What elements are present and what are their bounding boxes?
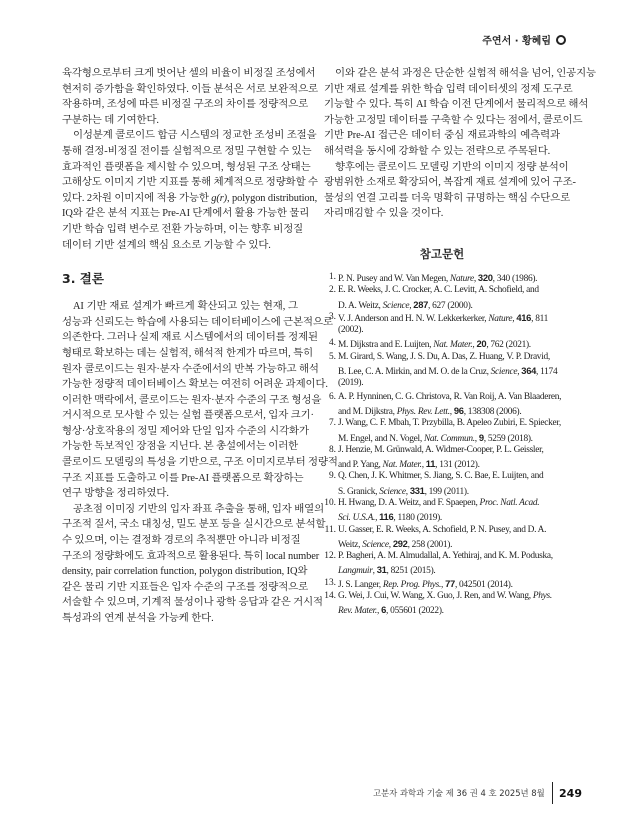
- journal-name: Nat. Commun.: [423, 433, 475, 444]
- text-line: 콜로이드 모델링의 특성을 기반으로, 구조 이미지로부터 정량적: [62, 457, 338, 469]
- journal-name: Science: [382, 300, 410, 311]
- reference-number: 7.: [328, 418, 336, 429]
- reference-line: [338, 550, 560, 563]
- text-run: , 762 (2021).: [486, 340, 531, 351]
- text-line: 공초점 이미징 기반의 입자 좌표 추출을 통해, 입자 배열의: [73, 503, 325, 515]
- circle-bullet-icon: [556, 35, 566, 45]
- text-run: ,: [512, 313, 517, 324]
- text-line: 작용하며, 조성에 따른 비정질 구조의 차이를 정량적으로: [62, 99, 309, 111]
- reference-line: [338, 603, 560, 616]
- text-run: ,: [376, 606, 382, 617]
- reference-line: [338, 417, 560, 430]
- reference-item: [324, 524, 560, 551]
- text-line: 물성의 연결 고리를 더욱 명확히 규명하는 핵심 수단으로: [324, 192, 571, 204]
- text-line: 형상·상호작용의 정밀 제어와 단일 입자 수준의 시각화가: [62, 425, 309, 437]
- reference-line: [338, 324, 560, 337]
- text-run: ,: [405, 486, 410, 497]
- paragraph: [62, 502, 326, 627]
- volume-number: 20: [476, 338, 487, 350]
- journal-name: Langmuir: [338, 566, 373, 577]
- text-line: 고해상도 이미지 기반 지표를 통해 체계적으로 정량화할 수: [62, 177, 318, 189]
- text-run: ,: [441, 579, 446, 590]
- text-line: 수 있으며, 이는 결정화 경로의 추적뿐만 아니라 비정질: [62, 535, 301, 547]
- reference-item: [324, 577, 560, 590]
- volume-number: 331: [409, 484, 425, 496]
- reference-line: [338, 510, 560, 523]
- reference-line: [338, 364, 560, 377]
- text-run: M. Dijkstra and E. Luijten,: [338, 340, 434, 351]
- reference-line: [338, 431, 560, 444]
- reference-number: 6.: [328, 391, 336, 402]
- volume-number: 31: [376, 564, 387, 576]
- reference-number: 2.: [328, 285, 336, 296]
- text-line: 통해 결정-비정질 전이를 실험적으로 정밀 구현할 수 있는: [62, 145, 312, 157]
- text-run: J. S. Langer,: [338, 579, 383, 590]
- text-run: ,: [474, 433, 479, 444]
- references-heading: 참고문헌: [419, 246, 465, 261]
- reference-item: [324, 444, 560, 471]
- text-run: , 1180 (2019).: [393, 513, 442, 524]
- text-run: M. Girard, S. Wang, J. S. Du, A. Das, Z. Huang, V. P. Dravid,: [338, 351, 550, 362]
- text-line: 특성과의 연계 분석을 가능케 한다.: [62, 613, 214, 624]
- journal-name: Phys. Rev. Lett.: [396, 406, 450, 417]
- reference-item: [324, 311, 560, 338]
- text-run: ,: [409, 300, 414, 311]
- volume-number: 6: [381, 604, 386, 616]
- text-run: , 811: [531, 313, 549, 324]
- reference-line: [338, 457, 560, 470]
- journal-name: Science: [379, 486, 406, 497]
- reference-number: 12.: [324, 551, 336, 562]
- text-run: J. Henzie, M. Grünwald, A. Widmer-Cooper, P. L. Geissler,: [338, 444, 544, 455]
- text-run: , 199 (2011).: [424, 486, 469, 497]
- reference-line: [338, 524, 560, 537]
- reference-item: [324, 470, 560, 497]
- text-line: 향후에는 콜로이드 모델링 기반의 이미지 정량 분석이: [335, 161, 569, 173]
- text-run: , 340 (1986).: [492, 273, 538, 284]
- text-line: density, pair correlation function, polygon distribution, IQ와: [62, 566, 308, 578]
- text-run: ,: [449, 406, 454, 417]
- reference-number: 3.: [328, 311, 336, 322]
- reference-line: [338, 577, 560, 590]
- reference-list: [324, 271, 560, 617]
- reference-item: [324, 271, 560, 284]
- text-line: 형태로 확보하는 데는 실험적, 해석적 한계가 따르며, 특히: [62, 347, 314, 359]
- volume-number: 287: [413, 298, 429, 310]
- text-run: V. J. Anderson and H. N. W. Lekkerkerker,: [338, 313, 489, 324]
- text-line: 광범위한 소재로 확장되어, 복잡계 재료 설계에 있어 구조-: [324, 177, 576, 189]
- reference-item: [324, 590, 560, 617]
- italic-text: g(r): [211, 192, 228, 204]
- reference-item: [324, 497, 560, 524]
- text-run: and P. Yang,: [338, 460, 383, 471]
- text-run: , 8251 (2015).: [386, 566, 436, 577]
- text-line: 효과적인 플랫폼을 제시할 수 있으며, 형성된 구조 상태는: [62, 161, 311, 173]
- text-run: J. Wang, C. F. Mbah, T. Przybilla, B. Apeleo Zubiri, E. Spiecker,: [338, 418, 561, 429]
- reference-line: [338, 377, 560, 390]
- text-run: U. Gasser, E. R. Weeks, A. Schofield, P. N. Pusey, and D. A.: [338, 524, 547, 535]
- text-run: A. P. Hynninen, C. G. Christova, R. Van Roij, A. Van Blaaderen,: [338, 391, 562, 402]
- text-run: , 627 (2000).: [428, 300, 473, 311]
- reference-line: [338, 404, 560, 417]
- text-run: and M. Dijkstra,: [338, 406, 397, 417]
- text-line: 기반 학습 입력 변수로 전환 가능하며, 이는 향후 비정질: [62, 223, 304, 235]
- reference-number: 10.: [324, 497, 336, 508]
- journal-name: Nat. Mater.: [382, 460, 422, 471]
- volume-number: 9: [478, 431, 484, 443]
- text-run: (2002).: [338, 325, 364, 336]
- volume-number: 364: [521, 365, 537, 377]
- reference-line: [338, 271, 560, 284]
- page-number: 249: [559, 786, 582, 800]
- text-run: ,: [375, 513, 380, 524]
- body-text-before-section: [62, 66, 318, 253]
- text-run: P. N. Pusey and W. Van Megen,: [338, 273, 450, 284]
- paragraph: [324, 66, 596, 160]
- reference-number: 5.: [328, 351, 336, 362]
- text-run: S. Granick,: [338, 486, 380, 497]
- page-footer: [373, 782, 582, 804]
- text-run: ,: [517, 367, 522, 378]
- text-line: 가능한 독보적인 장점을 지닌다. 본 총설에서는 이러한: [62, 441, 299, 453]
- reference-line: [338, 298, 560, 311]
- text-line: 기반 Pre-AI 접근은 데이터 중심 재료과학의 예측력과: [324, 130, 560, 142]
- text-run: , 258 (2001).: [407, 539, 453, 550]
- text-line: 원자 콜로이드는 원자·분자 수준에서의 반복 가능하고 해석: [62, 363, 319, 375]
- volume-number: 416: [516, 311, 532, 323]
- reference-line: [338, 470, 560, 483]
- text-line: 서술할 수 있으며, 기계적 물성이나 광학 응답과 같은 거시적: [62, 597, 323, 609]
- text-run: Weitz,: [338, 539, 363, 550]
- reference-item: [324, 550, 560, 577]
- text-line: 구조의 정량화에도 효과적으로 활용된다. 특히 local number: [62, 550, 320, 562]
- paragraph: [324, 160, 576, 222]
- body-text: [324, 66, 596, 222]
- text-run: ,: [388, 539, 393, 550]
- text-run: G. Wei, J. Cui, W. Wang, X. Guo, J. Ren, and W. Wang,: [338, 591, 533, 602]
- reference-item: [324, 391, 560, 418]
- paragraph: [62, 299, 338, 502]
- journal-name: Science: [490, 367, 518, 378]
- reference-item: [324, 351, 560, 391]
- text-line: 구조 지표를 도출하고 이를 Pre-AI 플랫폼으로 확장하는: [62, 472, 304, 484]
- reference-line: [338, 444, 560, 457]
- text-line: AI 기반 재료 설계가 빠르게 확산되고 있는 현재, 그: [73, 301, 298, 313]
- reference-number: 8.: [328, 444, 336, 455]
- paragraph: [62, 66, 318, 128]
- text-line: [62, 191, 318, 207]
- text-line: 이성분계 콜로이드 합금 시스템의 정교한 조성비 조절을: [73, 130, 317, 142]
- journal-name: Sci. U.S.A.: [338, 513, 376, 524]
- text-run: E. R. Weeks, J. C. Crocker, A. C. Levitt, A. Schofield, and: [338, 285, 539, 296]
- volume-number: 116: [379, 511, 394, 523]
- text-run: ,: [421, 460, 426, 471]
- text-run: , 055601 (2022).: [385, 606, 444, 617]
- text-run: Q. Chen, J. K. Whitmer, S. Jiang, S. C. Bae, E. Luijten, and: [338, 471, 544, 482]
- text-run: , 5259 (2018).: [483, 433, 533, 444]
- reference-number: 1.: [328, 271, 336, 282]
- reference-line: [338, 351, 560, 364]
- reference-number: 11.: [324, 524, 336, 535]
- text-run: M. Engel, and N. Vogel,: [338, 433, 424, 444]
- journal-name: Nature: [488, 313, 513, 324]
- text-line: 성능과 신뢰도는 학습에 사용되는 데이터베이스에 근본적으로: [62, 316, 333, 328]
- footer-divider: [552, 782, 553, 804]
- volume-number: 292: [392, 537, 408, 549]
- volume-number: 11: [425, 458, 436, 470]
- reference-number: 9.: [328, 471, 336, 482]
- text-run: ,: [372, 566, 377, 577]
- reference-number: 13.: [324, 577, 336, 588]
- right-column: [324, 66, 596, 617]
- running-header: [482, 32, 566, 47]
- text-line: 이러한 맥락에서, 콜로이드는 원자·분자 수준의 구조 형성을: [62, 394, 322, 406]
- reference-item: [324, 417, 560, 444]
- text-line: 가능한 정량적 데이터베이스 확보는 여전히 어려운 과제이다.: [62, 379, 328, 391]
- reference-number: 14.: [324, 591, 336, 602]
- reference-item: [324, 284, 560, 311]
- text-line: 육각형으로부터 크게 벗어난 셀의 비율이 비정질 조성에서: [62, 68, 316, 79]
- text-line: 같은 물리 기반 지표들은 입자 수준의 구조를 정량적으로: [62, 581, 309, 593]
- text-run: P. Bagheri, A. M. Almudallal, A. Yethiraj, and K. M. Poduska,: [338, 551, 553, 562]
- journal-name: Rev. Mater.: [338, 606, 377, 617]
- reference-line: [338, 497, 560, 510]
- text-run: , polygon distribution,: [227, 192, 318, 204]
- reference-line: [338, 391, 560, 404]
- section-heading-conclusion: 3. 결론: [62, 271, 104, 287]
- text-line: 데이터 기반 설계의 핵심 요소로 기능할 수 있다.: [62, 239, 271, 251]
- journal-name: Science: [362, 539, 389, 550]
- text-line: 구조적 질서, 국소 대칭성, 밀도 분포 등을 실시간으로 분석할: [62, 519, 326, 531]
- text-line: 해석력을 동시에 강화할 수 있는 전략으로 주목된다.: [324, 145, 551, 157]
- text-line: 기능할 수 있다. 특히 AI 학습 이전 단계에서 물리적으로 해석: [324, 99, 589, 111]
- text-run: ,: [473, 273, 478, 284]
- text-line: 의존한다. 그러나 실제 재료 시스템에서의 데이터를 정제된: [62, 332, 318, 344]
- journal-citation: 고분자 과학과 기술 제 36 권 4 호 2025년 8월: [372, 788, 545, 798]
- journal-name: Nat. Mater.: [433, 340, 473, 351]
- reference-line: [338, 311, 560, 324]
- text-run: B. Lee, C. A. Mirkin, and M. O. de la Cruz,: [338, 367, 491, 378]
- volume-number: 320: [477, 271, 493, 283]
- journal-name: Proc. Natl. Acad.: [479, 497, 540, 508]
- text-run: ,: [472, 340, 477, 351]
- reference-line: [338, 484, 560, 497]
- text-line: 현저히 증가함을 확인하였다. 이들 분석은 서로 보완적으로: [62, 83, 318, 95]
- journal-name: Rep. Prog. Phys.: [382, 579, 442, 590]
- text-run: D. A. Weitz,: [338, 300, 383, 311]
- text-line: 거시적으로 모사할 수 있는 실험 플랫폼으로서, 입자 크기·: [62, 410, 314, 422]
- text-line: 가능한 고정밀 데이터를 구축할 수 있다는 점에서, 콜로이드: [324, 114, 583, 126]
- text-line: 구분하는 데 기여한다.: [62, 114, 159, 126]
- text-line: 연구 방향을 정리하였다.: [62, 488, 169, 500]
- reference-line: [338, 563, 560, 576]
- text-line: 기반 재료 설계를 위한 학습 입력 데이터셋의 정제 도구로: [324, 83, 573, 95]
- journal-name: Phys.: [532, 591, 552, 602]
- text-run: , 131 (2012).: [435, 460, 480, 471]
- reference-line: [338, 590, 560, 603]
- reference-line: [338, 284, 560, 297]
- reference-item: [324, 337, 560, 350]
- reference-line: [338, 337, 560, 350]
- volume-number: 96: [453, 404, 464, 416]
- header-authors: 주연서 · 황혜림: [482, 36, 551, 47]
- text-run: H. Hwang, D. A. Weitz, and F. Spaepen,: [338, 497, 480, 508]
- volume-number: 77: [445, 577, 455, 589]
- text-run: 있다. 2차원 이미지에 적용 가능한: [62, 192, 212, 204]
- paragraph: [62, 128, 318, 253]
- text-run: , 042501 (2014).: [454, 579, 513, 590]
- text-line: IQ와 같은 분석 지표는 Pre-AI 단계에서 활용 가능한 물리: [62, 208, 310, 220]
- text-run: (2019).: [338, 378, 364, 389]
- text-run: , 138308 (2006).: [463, 406, 522, 417]
- text-line: 자리매김할 수 있을 것이다.: [324, 208, 444, 220]
- journal-name: Nature: [449, 273, 474, 284]
- reference-number: 4.: [328, 338, 336, 349]
- text-run: , 1174: [536, 367, 558, 378]
- reference-line: [338, 537, 560, 550]
- text-line: 이와 같은 분석 과정은 단순한 실험적 해석을 넘어, 인공지능: [335, 68, 596, 79]
